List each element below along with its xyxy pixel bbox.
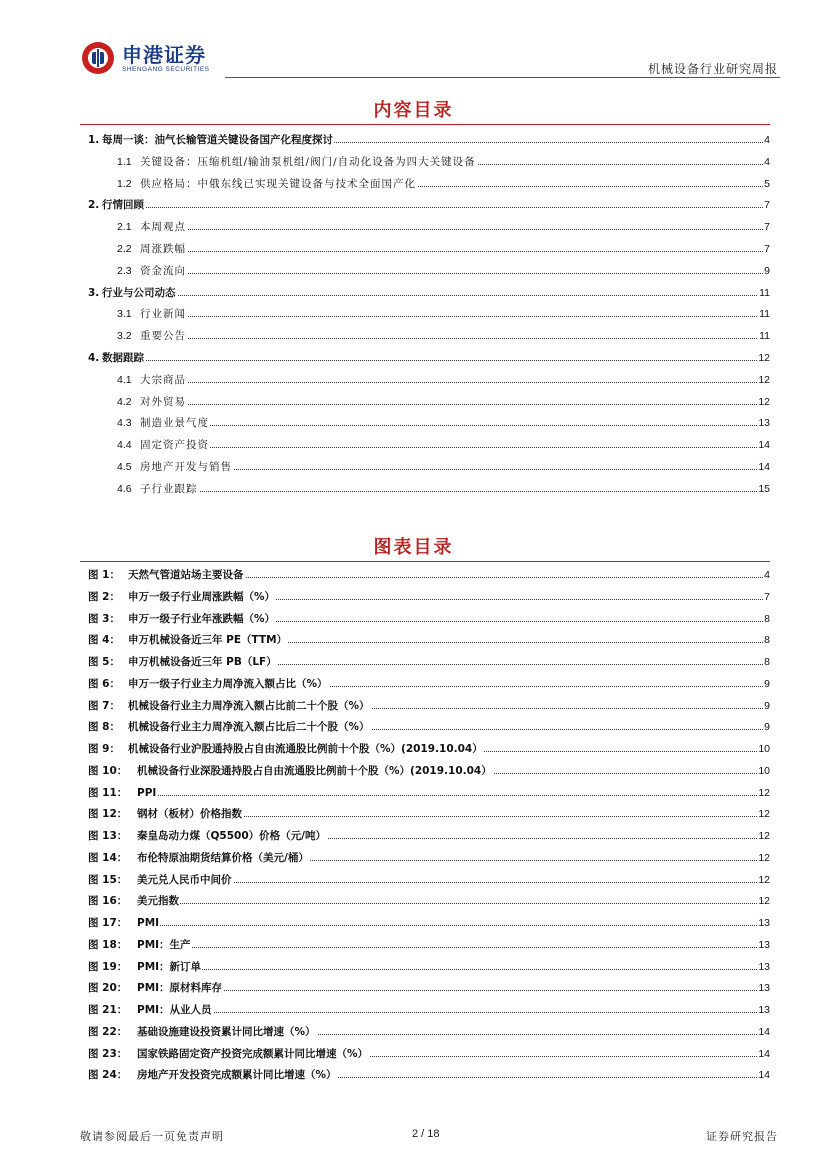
figure-entry-label: 基础设施建设投资累计同比增速（%） (137, 1023, 317, 1041)
figure-entry-number: 图 8： (88, 721, 120, 734)
figure-entry-label: 机械设备行业主力周净流入额占比前二十个股（%） (128, 697, 371, 715)
toc-entry-number: 2. (88, 199, 100, 212)
figure-entry-page: 9 (763, 675, 770, 693)
toc-leader-dots (140, 382, 767, 383)
figure-entry-page: 13 (757, 1001, 770, 1019)
toc-entry-label: 行情回顾 (102, 196, 145, 214)
figure-entry[interactable] (0, 740, 827, 758)
figure-entry-label: 钢材（板材）价格指数 (137, 805, 243, 823)
figure-entry-number: 图 3： (88, 612, 120, 625)
toc-entry-page: 4 (763, 153, 770, 171)
figure-entry-label: 美元指数 (137, 892, 180, 910)
toc-entry-page: 11 (758, 327, 770, 345)
toc-leader-dots (140, 491, 767, 492)
figure-entry-page: 8 (763, 610, 770, 628)
logo-name-en: SHENGANG SECURITIES (122, 65, 210, 73)
figure-leader-dots (137, 969, 767, 970)
figure-leader-dots (137, 795, 767, 796)
figure-entry-label: 天然气管道站场主要设备 (128, 566, 245, 584)
figure-entry-page: 9 (763, 697, 770, 715)
header-divider (225, 77, 780, 78)
toc-leader-dots (140, 316, 767, 317)
toc-leader-dots (140, 251, 767, 252)
toc-entry-number: 2.3 (117, 264, 132, 277)
toc-entry-label: 资金流向 (140, 262, 187, 280)
figure-entry-page: 14 (757, 1045, 770, 1063)
toc-leader-dots (140, 338, 767, 339)
toc-entry-number: 3. (88, 286, 100, 299)
figure-entry[interactable] (0, 805, 827, 823)
toc-entry-number: 1.1 (117, 155, 132, 168)
toc-leader-dots (140, 425, 767, 426)
figure-entry[interactable] (0, 1066, 827, 1084)
toc-entry[interactable] (0, 393, 827, 411)
figure-entry-page: 9 (763, 718, 770, 736)
toc-entry-number: 4.5 (117, 461, 132, 473)
figure-entry-number: 图 2： (88, 590, 120, 603)
figure-leader-dots (137, 947, 767, 948)
figures-title: 图表目录 (373, 537, 454, 558)
toc-entry[interactable] (0, 480, 827, 498)
figure-entry-number: 图 12： (88, 808, 128, 821)
toc-entry-label: 每周一谈：油气长输管道关键设备国产化程度探讨 (102, 131, 334, 149)
figures-title-rule (80, 561, 770, 562)
figure-entry[interactable] (0, 762, 827, 780)
figure-entry-page: 12 (757, 892, 770, 910)
toc-entry-number: 3.2 (117, 330, 132, 343)
figure-leader-dots (137, 990, 767, 991)
figure-entry-number: 图 22： (88, 1025, 128, 1038)
figure-leader-dots (137, 903, 767, 904)
figure-entry[interactable] (0, 588, 827, 606)
toc-entry-label: 行业新闻 (140, 305, 187, 323)
toc-entry[interactable] (0, 371, 827, 389)
figure-entry-page: 12 (757, 827, 770, 845)
figure-entry-number: 图 17： (88, 917, 128, 929)
figure-entry[interactable] (0, 1045, 827, 1063)
figure-entry-page: 7 (763, 588, 770, 606)
figure-entry-number: 图 6： (88, 677, 120, 690)
figure-entry-number: 图 9： (88, 743, 120, 755)
toc-leader-dots (102, 207, 767, 208)
toc-entry-page: 11 (758, 284, 770, 302)
figure-entry[interactable] (0, 718, 827, 736)
figure-entry[interactable] (0, 979, 827, 997)
toc-entry-page: 15 (757, 480, 770, 498)
toc-entry[interactable] (0, 458, 827, 476)
figure-entry[interactable] (0, 566, 827, 584)
toc-entry-label: 关键设备：压缩机组/输油泵机组/阀门/自动化设备为四大关键设备 (140, 153, 477, 171)
figure-entry-label: 申万机械设备近三年 PE（TTM） (128, 631, 288, 649)
toc-entry[interactable] (0, 414, 827, 432)
figure-entry-page: 4 (763, 566, 770, 584)
figure-entry-number: 图 15： (88, 873, 128, 886)
company-logo (80, 40, 210, 76)
figure-entry-label: 布伦特原油期货结算价格（美元/桶） (137, 849, 310, 867)
toc-entry[interactable] (0, 305, 827, 323)
toc-entry-number: 1. (88, 134, 100, 146)
figure-entry-number: 图 10： (88, 764, 128, 777)
figure-entry-number: 图 16： (88, 895, 128, 908)
toc-leader-dots (140, 229, 767, 230)
page-number: 2 / 18 (412, 1128, 440, 1140)
toc-entry-page: 11 (758, 305, 770, 323)
page-header (80, 40, 780, 80)
toc-entry[interactable] (0, 196, 827, 214)
toc-leader-dots (140, 447, 767, 448)
figure-entry-number: 图 14： (88, 851, 128, 864)
toc-entry-label: 大宗商品 (140, 371, 187, 389)
figure-entry[interactable] (0, 871, 827, 889)
toc-leader-dots (102, 295, 767, 296)
toc-entry-label: 对外贸易 (140, 393, 187, 411)
figure-entry-number: 图 20： (88, 982, 128, 995)
figure-entry-number: 图 13： (88, 830, 128, 842)
toc-entry-label: 房地产开发与销售 (140, 458, 233, 476)
toc-entry-page: 5 (763, 175, 770, 193)
figure-entry-page: 13 (757, 914, 770, 932)
figure-entry-label: 申万一级子行业周涨跌幅（%） (128, 588, 276, 606)
toc-entry-label: 制造业景气度 (140, 414, 210, 432)
figure-entry[interactable] (0, 631, 827, 649)
figure-entry-number: 图 7： (88, 699, 120, 712)
logo-name-cn: 申港证券 (122, 42, 206, 67)
figure-entry[interactable] (0, 1001, 827, 1019)
toc-entry-label: 周涨跌幅 (140, 240, 187, 258)
figure-entry-label: 申万一级子行业主力周净流入额占比（%） (128, 675, 329, 693)
toc-entry-page: 9 (763, 262, 770, 280)
toc-entry-label: 供应格局：中俄东线已实现关键设备与技术全面国产化 (140, 175, 417, 193)
figure-entry[interactable] (0, 697, 827, 715)
toc-entry-page: 12 (757, 349, 770, 367)
figure-entry-page: 12 (757, 784, 770, 802)
figure-entry[interactable] (0, 849, 827, 867)
figure-entry-page: 10 (757, 762, 770, 780)
figure-entry[interactable] (0, 653, 827, 671)
toc-entry[interactable] (0, 218, 827, 236)
toc-entry[interactable] (0, 327, 827, 345)
toc-entry-number: 4. (88, 352, 100, 364)
figure-entry-page: 14 (757, 1066, 770, 1084)
figure-entry[interactable] (0, 610, 827, 628)
toc-entry-number: 4.6 (117, 482, 132, 495)
toc-entry-page: 4 (763, 131, 770, 149)
disclaimer-note: 敬请参阅最后一页免责声明 (80, 1130, 224, 1143)
toc-entry-page: 12 (757, 371, 770, 389)
figure-entry[interactable] (0, 914, 827, 932)
toc-entry-label: 数据跟踪 (102, 349, 145, 367)
toc-entry-label: 行业与公司动态 (102, 284, 177, 302)
figure-entry-label: 机械设备行业沪股通持股占自由流通股比例前十个股（%）(2019.10.04） (128, 740, 484, 758)
figure-entry-number: 图 11： (88, 786, 128, 799)
toc-entry-label: 子行业跟踪 (140, 480, 199, 498)
figure-entry[interactable] (0, 784, 827, 802)
toc-entry-number: 2.2 (117, 243, 132, 255)
figure-entry-page: 12 (757, 849, 770, 867)
figure-entry-label: PMI：从业人员 (137, 1001, 213, 1019)
figure-entry[interactable] (0, 675, 827, 693)
figure-entry-label: 房地产开发投资完成额累计同比增速（%） (137, 1066, 338, 1084)
report-title: 机械设备行业研究周报 (647, 62, 778, 76)
toc-entry[interactable] (0, 153, 827, 171)
toc-entry[interactable] (0, 436, 827, 454)
toc-leader-dots (140, 273, 767, 274)
toc-entry[interactable] (0, 131, 827, 149)
figure-entry-label: PMI：生产 (137, 936, 192, 954)
figure-entry-number: 图 19： (88, 960, 128, 973)
figure-entry[interactable] (0, 1023, 827, 1041)
document-type: 证券研究报告 (706, 1130, 778, 1143)
figure-entry-number: 图 23： (88, 1047, 128, 1060)
figure-entry-number: 图 4： (88, 634, 120, 647)
logo-emblem-icon (80, 40, 116, 76)
toc-entry-number: 4.3 (117, 417, 132, 430)
figure-entry-label: PMI (137, 914, 160, 932)
toc-entry-page: 14 (757, 436, 770, 454)
figure-entry-number: 图 21： (88, 1004, 128, 1016)
toc-entry-page: 7 (763, 240, 770, 258)
toc-entry-number: 2.1 (117, 221, 132, 234)
toc-entry-number: 4.4 (117, 439, 132, 452)
figure-entry-label: PMI：新订单 (137, 958, 202, 976)
figure-entry-page: 10 (757, 740, 770, 758)
figure-entry-page: 8 (763, 653, 770, 671)
figure-entry-label: PMI：原材料库存 (137, 979, 223, 997)
toc-entry[interactable] (0, 175, 827, 193)
figure-entry-number: 图 5： (88, 656, 120, 668)
toc-entry-number: 4.2 (117, 395, 132, 408)
figure-entry-label: 申万一级子行业年涨跌幅（%） (128, 610, 276, 628)
figure-entry-page: 12 (757, 871, 770, 889)
figure-entry[interactable] (0, 936, 827, 954)
figure-entry-page: 13 (757, 979, 770, 997)
toc-leader-dots (102, 360, 767, 361)
toc-entry-number: 4.1 (117, 373, 132, 386)
toc-entry[interactable] (0, 262, 827, 280)
figure-entry-number: 图 24： (88, 1069, 128, 1082)
figure-entry[interactable] (0, 958, 827, 976)
figure-entry-label: 机械设备行业深股通持股占自由流通股比例前十个股（%）(2019.10.04） (137, 762, 493, 780)
figure-entry[interactable] (0, 827, 827, 845)
figure-entry-label: PPI (137, 784, 157, 802)
figure-entry-label: 机械设备行业主力周净流入额占比后二十个股（%） (128, 718, 371, 736)
toc-entry-number: 3.1 (117, 308, 132, 321)
toc-leader-dots (140, 404, 767, 405)
toc-entry-page: 7 (763, 218, 770, 236)
figure-entry-label: 秦皇岛动力煤（Q5500）价格（元/吨） (137, 827, 327, 845)
toc-entry-page: 13 (757, 414, 770, 432)
figure-entry-page: 8 (763, 631, 770, 649)
toc-entry-label: 固定资产投资 (140, 436, 210, 454)
page-footer (80, 1128, 780, 1148)
figure-entry-number: 图 18： (88, 938, 128, 951)
toc-title: 内容目录 (373, 100, 454, 121)
figure-entry-label: 美元兑人民币中间价 (137, 871, 233, 889)
toc-entry[interactable] (0, 284, 827, 302)
toc-entry-label: 本周观点 (140, 218, 187, 236)
figure-entry-label: 申万机械设备近三年 PB（LF） (128, 653, 278, 671)
figure-entry-page: 14 (757, 1023, 770, 1041)
toc-entry[interactable] (0, 349, 827, 367)
figure-entry-page: 12 (757, 805, 770, 823)
toc-entry-page: 7 (763, 196, 770, 214)
toc-leader-dots (140, 469, 767, 470)
figure-entry-label: 国家铁路固定资产投资完成额累计同比增速（%） (137, 1045, 369, 1063)
figure-leader-dots (137, 1012, 767, 1013)
toc-entry-page: 12 (757, 393, 770, 411)
figure-entry-number: 图 1： (88, 569, 120, 581)
figure-entry-page: 13 (757, 936, 770, 954)
figure-entry-page: 13 (757, 958, 770, 976)
toc-title-rule (80, 124, 770, 125)
toc-entry-page: 14 (757, 458, 770, 476)
figure-leader-dots (137, 925, 767, 926)
toc-entry-number: 1.2 (117, 177, 132, 190)
toc-entry-label: 重要公告 (140, 327, 187, 345)
figure-entry[interactable] (0, 892, 827, 910)
toc-entry[interactable] (0, 240, 827, 258)
